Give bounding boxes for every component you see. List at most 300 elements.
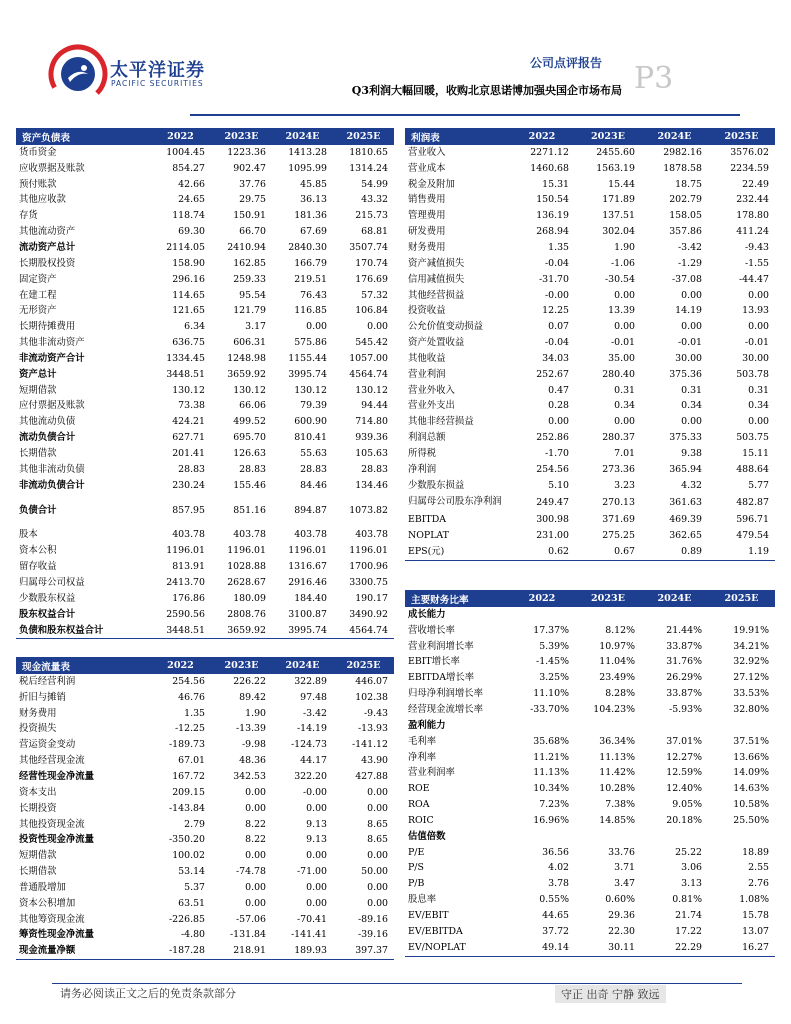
row-label: ROIC [408,814,434,826]
row-label: 无形资产 [19,305,57,317]
cell-value: 63.51 [178,897,205,909]
cell-value: 1004.45 [166,146,205,158]
cell-value: 1700.96 [349,561,388,573]
cell-value [575,829,641,845]
cell-value: 3100.87 [288,608,327,620]
brand-name-en: PACIFIC SECURITIES [111,79,204,88]
row-label: 其他非经营损益 [408,416,474,428]
cell-value: 150.54 [536,194,569,206]
cell-value: -89.16 [357,913,388,925]
section-label: 成长能力 [408,608,446,620]
cell-value: 12.40% [666,783,702,795]
cell-value: 76.43 [300,289,327,301]
cell-value: 45.85 [300,178,327,190]
table-row [16,912,394,928]
table-row [16,145,394,161]
cell-value: 2.55 [748,862,769,874]
income-statement-table [405,128,775,561]
table-row [16,177,394,193]
cell-value: 190.17 [355,592,388,604]
table-row [405,399,775,415]
cell-value: -131.84 [230,929,266,941]
table-row [16,785,394,801]
cell-value: 23.49% [599,672,635,684]
cell-value: 226.22 [233,675,266,687]
cell-value: 118.74 [172,210,205,222]
row-label: 营业外支出 [408,400,455,412]
row-label: 归属母公司股东净利润 [408,495,502,507]
table-row [16,303,394,319]
table-row [405,797,775,813]
cell-value: 424.21 [172,416,205,428]
cell-value: 13.07 [742,925,769,937]
company-motto: 守正 出奇 宁静 致远 [555,985,666,1003]
cell-value: 0.00 [306,321,327,333]
cell-value: 105.63 [355,447,388,459]
cell-value: -9.43 [744,241,769,253]
column-header: 2024E [641,128,708,145]
report-type: 公司点评报告 [530,56,603,70]
row-label: 其他非流动负债 [19,463,85,475]
cell-value [641,829,708,845]
row-label: 长期待摊费用 [19,321,76,333]
cell-value: 28.83 [361,463,388,475]
cell-value: 20.18% [666,814,702,826]
cell-value: 2271.12 [530,146,569,158]
row-label: 营业利润 [408,368,446,380]
row-label: 营业利润增长率 [408,640,474,652]
cell-value: 66.70 [239,226,266,238]
table-row [16,462,394,478]
cell-value: -0.04 [544,337,569,349]
row-label: 其他经营损益 [408,289,465,301]
section-row [405,718,775,734]
row-label: 财务费用 [19,707,57,719]
row-label: EV/NOPLAT [405,940,509,956]
cell-value: 249.47 [536,496,569,508]
cell-value: 54.99 [361,178,388,190]
cell-value: 16.27 [708,940,775,956]
table-row [16,288,394,304]
row-label: 归母净利润增长率 [408,688,484,700]
cell-value: 2.76 [748,878,769,890]
cell-value: 180.09 [233,592,266,604]
cell-value: 170.74 [355,257,388,269]
cell-value: 68.81 [361,226,388,238]
row-label: P/E [408,846,425,858]
cell-value: 300.98 [536,514,569,526]
cell-value: 8.22 [245,834,266,846]
row-label: 折旧与摊销 [19,691,66,703]
row-label: 货币资金 [19,146,57,158]
cell-value: -0.00 [544,289,569,301]
table-row [405,351,775,367]
cell-value: -124.73 [291,739,327,751]
row-label: 其他收益 [408,352,446,364]
table-row [16,272,394,288]
cell-value: 1196.01 [349,545,388,557]
cell-value: -39.16 [357,929,388,941]
cell-value: 8.65 [367,818,388,830]
cell-value: 0.00 [245,786,266,798]
cell-value: 0.34 [681,400,702,412]
row-label: 资本公积 [19,545,57,557]
cell-value: 482.87 [736,496,769,508]
row-label: 现金流量净额 [16,943,150,959]
cell-value: 2982.16 [663,146,702,158]
cell-value: 22.29 [641,940,708,956]
cell-value: 322.20 [294,770,327,782]
cell-value: 0.00 [748,321,769,333]
cell-value: -9.98 [241,739,266,751]
table-row [405,686,775,702]
cell-value: -1.55 [744,257,769,269]
cell-value: 130.12 [233,384,266,396]
cell-value: 0.00 [245,802,266,814]
row-label: EV/EBITDA [408,925,463,937]
cell-value: 219.51 [294,273,327,285]
cell-value: 0.47 [548,384,569,396]
cell-value: 14.09% [733,767,769,779]
cell-value: 11.42% [599,767,635,779]
table-row [16,737,394,753]
table-row [16,559,394,575]
cell-value: 201.41 [172,447,205,459]
cell-value: 22.49 [742,178,769,190]
table-row [16,351,394,367]
cell-value: 0.00 [367,321,388,333]
column-header: 2024E [272,657,333,674]
row-label: NOPLAT [408,530,449,542]
row-label: 营业成本 [408,162,446,174]
row-label: 负债和股东权益合计 [16,623,150,639]
cell-value: 2.79 [184,818,205,830]
row-label: 留存收益 [19,561,57,573]
cell-value: 31.76% [666,656,702,668]
cell-value: 30.00 [675,352,702,364]
cell-value: 15.31 [542,178,569,190]
cell-value: 357.86 [669,226,702,238]
cell-value: 375.36 [669,368,702,380]
cell-value: 14.85% [599,814,635,826]
cell-value: 150.91 [233,210,266,222]
cell-value: 5.10 [548,479,569,491]
cell-value: 12.25 [542,305,569,317]
cell-value: 231.00 [536,530,569,542]
column-header: 2022 [509,128,575,145]
cell-value: -1.06 [610,257,635,269]
row-label: 少数股东权益 [19,592,76,604]
cell-value: 5.39% [539,640,569,652]
cell-value: 1223.36 [227,146,266,158]
cell-value: 95.54 [239,289,266,301]
cell-value: 2628.67 [227,577,266,589]
cell-value: 469.39 [669,514,702,526]
row-label: 少数股东损益 [408,479,465,491]
table-row [16,399,394,415]
cell-value: 10.34% [533,783,569,795]
row-label: EBIT增长率 [408,656,460,668]
row-label: 普通股增加 [19,881,66,893]
cell-value: 13.39 [608,305,635,317]
cell-value: 37.51% [733,735,769,747]
cell-value: 79.39 [300,400,327,412]
cell-value: 3.17 [245,321,266,333]
table-row [405,208,775,224]
cell-value: 596.71 [736,514,769,526]
cell-value: 2413.70 [166,577,205,589]
cell-value: 1028.88 [227,561,266,573]
table-row [16,591,394,607]
cell-value: 503.75 [736,432,769,444]
cell-value: 0.00 [306,897,327,909]
cell-value: 0.67 [575,544,641,560]
cell-value: 545.42 [355,337,388,349]
table-row [16,848,394,864]
cell-value: 4564.74 [349,368,388,380]
footer-rule [52,983,742,984]
cell-value: 8.22 [245,818,266,830]
balance-sheet-panel [16,128,394,639]
pacific-securities-logo-icon [48,44,108,104]
cell-value: 7.01 [614,447,635,459]
cell-value: 32.80% [733,703,769,715]
cell-value: 9.13 [306,818,327,830]
cell-value: 10.97% [599,640,635,652]
table-row [405,512,775,528]
table-row [16,494,394,528]
table-row [405,462,775,478]
cell-value: 11.13% [599,751,635,763]
cell-value: 854.27 [172,162,205,174]
financial-ratios-table [405,590,775,957]
row-label: 资产处置收益 [408,337,465,349]
cell-value: 0.00 [748,289,769,301]
cell-value: 0.34 [614,400,635,412]
cell-value: 230.24 [172,479,205,491]
cell-value: 181.36 [294,210,327,222]
table-row [405,908,775,924]
table-row [16,414,394,430]
cell-value: 3490.92 [349,608,388,620]
table-row [16,706,394,722]
cell-value: 0.07 [548,321,569,333]
cell-value: 137.51 [602,210,635,222]
cell-value: 302.04 [602,226,635,238]
cell-value: -31.70 [538,273,569,285]
cell-value: 0.81% [672,894,702,906]
cell-value: -0.00 [302,786,327,798]
cell-value: 121.65 [172,305,205,317]
cell-value: 97.48 [300,691,327,703]
row-label: EBITDA [408,514,446,526]
cell-value: -70.41 [296,913,327,925]
cell-value: 1810.65 [349,146,388,158]
cell-value: 3448.51 [166,368,205,380]
table-row [405,528,775,544]
cell-value: 166.79 [294,257,327,269]
cell-value: -12.25 [174,723,205,735]
cell-value: 0.31 [681,384,702,396]
column-header: 2023E [211,657,272,674]
row-label: 所得税 [408,447,437,459]
cell-value: 0.00 [306,850,327,862]
cell-value: 49.14 [509,940,575,956]
cell-value [509,829,575,845]
row-label: 其他非流动资产 [19,337,85,349]
cell-value: 15.11 [742,447,769,459]
row-label: 财务费用 [408,241,446,253]
table-header-row [405,128,775,145]
row-label: 长期借款 [19,447,57,459]
cell-value: 1314.24 [349,162,388,174]
cell-value: -5.93% [669,703,702,715]
column-header: 2023E [211,128,272,145]
cell-value [575,718,641,734]
row-label: 归属母公司权益 [19,577,85,589]
cell-value: 1196.01 [288,545,327,557]
cell-value: -1.70 [544,447,569,459]
row-label: 税后经营利润 [19,675,76,687]
cell-value: 0.00 [614,321,635,333]
cell-value: 12.27% [666,751,702,763]
cell-value: -0.01 [610,337,635,349]
row-label: ROE [408,783,430,795]
cell-value: 28.83 [239,463,266,475]
cell-value: 29.75 [239,194,266,206]
table-row [405,161,775,177]
cell-value: 162.85 [233,257,266,269]
cell-value: 94.44 [361,400,388,412]
cell-value: 48.36 [239,755,266,767]
cell-value: 5.77 [748,479,769,491]
cell-value: 1.90 [245,707,266,719]
cell-value: 171.89 [602,194,635,206]
table-row [405,335,775,351]
cell-value: 33.76 [608,846,635,858]
column-header: 2022 [509,590,575,607]
cell-value: 1878.58 [663,162,702,174]
table-row [16,208,394,224]
cell-value: -13.39 [235,723,266,735]
table-row [405,303,775,319]
brand-name-cn: 太平洋证券 [110,60,205,81]
section-row [405,607,775,623]
cell-value: 24.65 [178,194,205,206]
row-label: 其他筹资现金流 [19,913,85,925]
header-rule [190,114,740,116]
table-row [405,670,775,686]
cell-value: 0.00 [245,850,266,862]
table-title: 资产负债表 [16,128,150,145]
cell-value: 254.56 [536,463,569,475]
row-label: 股东权益合计 [19,608,76,620]
cell-value: 3.71 [614,862,635,874]
table-row [405,845,775,861]
cell-value: -350.20 [169,834,205,846]
table-row [405,319,775,335]
cell-value: 3448.51 [150,623,211,639]
cell-value: 0.00 [548,416,569,428]
table-row [405,288,775,304]
cell-value: 34.21% [733,640,769,652]
cell-value: 158.90 [172,257,205,269]
cell-value: 0.60% [605,894,635,906]
row-label: 公允价值变动损益 [408,321,484,333]
row-label: 流动资产总计 [19,241,76,253]
cell-value: 178.80 [736,210,769,222]
cell-value: 25.22 [675,846,702,858]
section-label: 盈利能力 [408,719,446,731]
row-label: 预付账款 [19,178,57,190]
table-row [16,623,394,639]
cash-flow-panel [16,657,394,960]
cell-value: 67.01 [178,755,205,767]
column-header: 2024E [272,128,333,145]
cell-value: 403.78 [355,529,388,541]
table-row [405,655,775,671]
cell-value: 66.06 [239,400,266,412]
row-label: 存货 [19,210,38,222]
cell-value: 322.89 [294,675,327,687]
row-label: P/B [408,878,425,890]
table-row [405,892,775,908]
cell-value: 0.00 [367,786,388,798]
table-row [405,224,775,240]
row-label: 长期投资 [19,802,57,814]
cell-value: 2840.30 [288,241,327,253]
row-label: 营收增长率 [408,624,455,636]
table-row [16,722,394,738]
row-label: 营运资金变动 [19,739,76,751]
row-label: 流动负债合计 [19,432,76,444]
cell-value: 44.65 [542,909,569,921]
cell-value: 0.28 [548,400,569,412]
cell-value: 134.46 [355,479,388,491]
cell-value [708,718,775,734]
cell-value: 3659.92 [211,623,272,639]
cell-value: 259.33 [233,273,266,285]
cell-value: 167.72 [172,770,205,782]
cell-value: 0.00 [367,881,388,893]
cell-value: 851.16 [233,504,266,516]
cell-value: 894.87 [294,504,327,516]
table-row [16,319,394,335]
cell-value: 3995.74 [288,368,327,380]
column-header: 2022 [150,657,211,674]
cell-value: -37.08 [671,273,702,285]
cell-value: 10.28% [599,783,635,795]
cell-value: 636.75 [172,337,205,349]
cell-value: 46.76 [178,691,205,703]
cell-value: 254.56 [172,675,205,687]
cell-value: 3995.74 [272,623,333,639]
cell-value: -13.93 [357,723,388,735]
cell-value: 479.54 [736,530,769,542]
row-label: 应付票据及账款 [19,400,85,412]
row-label: 资产减值损失 [408,257,465,269]
cell-value: 33.53% [733,688,769,700]
cell-value: 810.41 [294,432,327,444]
cash-flow-table [16,657,394,960]
cell-value: 857.95 [172,504,205,516]
cell-value: 252.86 [536,432,569,444]
cell-value: 130.12 [355,384,388,396]
cell-value: 0.34 [748,400,769,412]
cell-value: 57.32 [361,289,388,301]
row-label: 负债合计 [19,504,57,516]
table-title: 现金流量表 [16,657,150,674]
